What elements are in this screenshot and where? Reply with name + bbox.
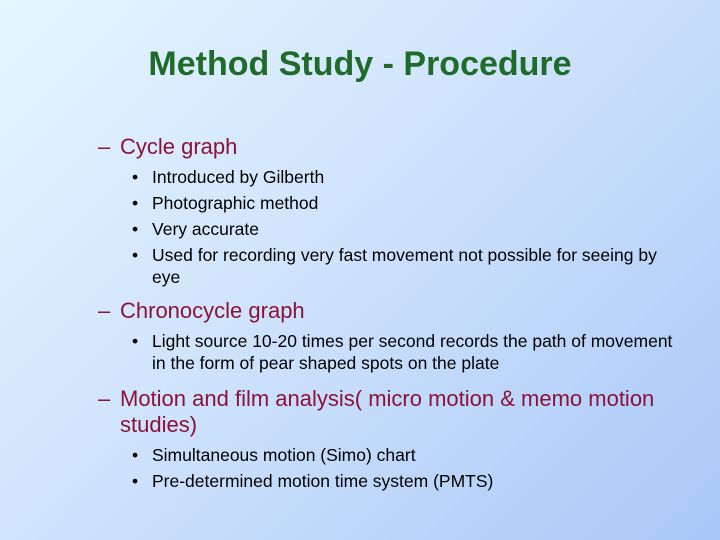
dash-marker: – [98, 298, 111, 323]
list-item-text: Photographic method [152, 193, 319, 213]
list-item [132, 218, 678, 240]
list-item-text: Introduced by Gilberth [152, 167, 325, 187]
bullet-marker: • [132, 219, 139, 239]
bullet-list [132, 330, 678, 374]
bullet-marker: • [132, 445, 139, 465]
section-heading-text: Motion and film analysis( micro motion & memo motion studies) [120, 386, 655, 437]
bullet-marker: • [132, 193, 139, 213]
list-item-text: Used for recording very fast movement not possible for seeing by eye [152, 245, 657, 287]
list-item-text: Very accurate [152, 219, 259, 239]
section-heading-cycle-graph [98, 134, 678, 160]
list-item [132, 330, 678, 374]
list-item-text: Light source 10-20 times per second records the path of movement in the form of pear shaped spots on the plate [152, 331, 673, 373]
list-item-text: Pre-determined motion time system (PMTS) [152, 471, 494, 491]
list-item [132, 244, 678, 288]
list-item [132, 192, 678, 214]
bullet-list [132, 444, 678, 492]
section-heading-chronocycle-graph [98, 298, 678, 324]
bullet-marker: • [132, 245, 139, 265]
list-item-text: Simultaneous motion (Simo) chart [152, 445, 416, 465]
dash-marker: – [98, 134, 111, 159]
bullet-marker: • [132, 471, 139, 491]
bullet-marker: • [132, 331, 139, 351]
slide-content [98, 134, 678, 496]
bullet-list [132, 166, 678, 288]
slide-title: Method Study - Procedure [148, 45, 572, 83]
list-item [132, 444, 678, 466]
section-heading-text: Cycle graph [120, 134, 238, 159]
section-heading-text: Chronocycle graph [120, 298, 305, 323]
list-item [132, 166, 678, 188]
section-heading-motion-film-analysis [98, 386, 678, 438]
dash-marker: – [98, 386, 111, 411]
list-item [132, 470, 678, 492]
bullet-marker: • [132, 167, 139, 187]
